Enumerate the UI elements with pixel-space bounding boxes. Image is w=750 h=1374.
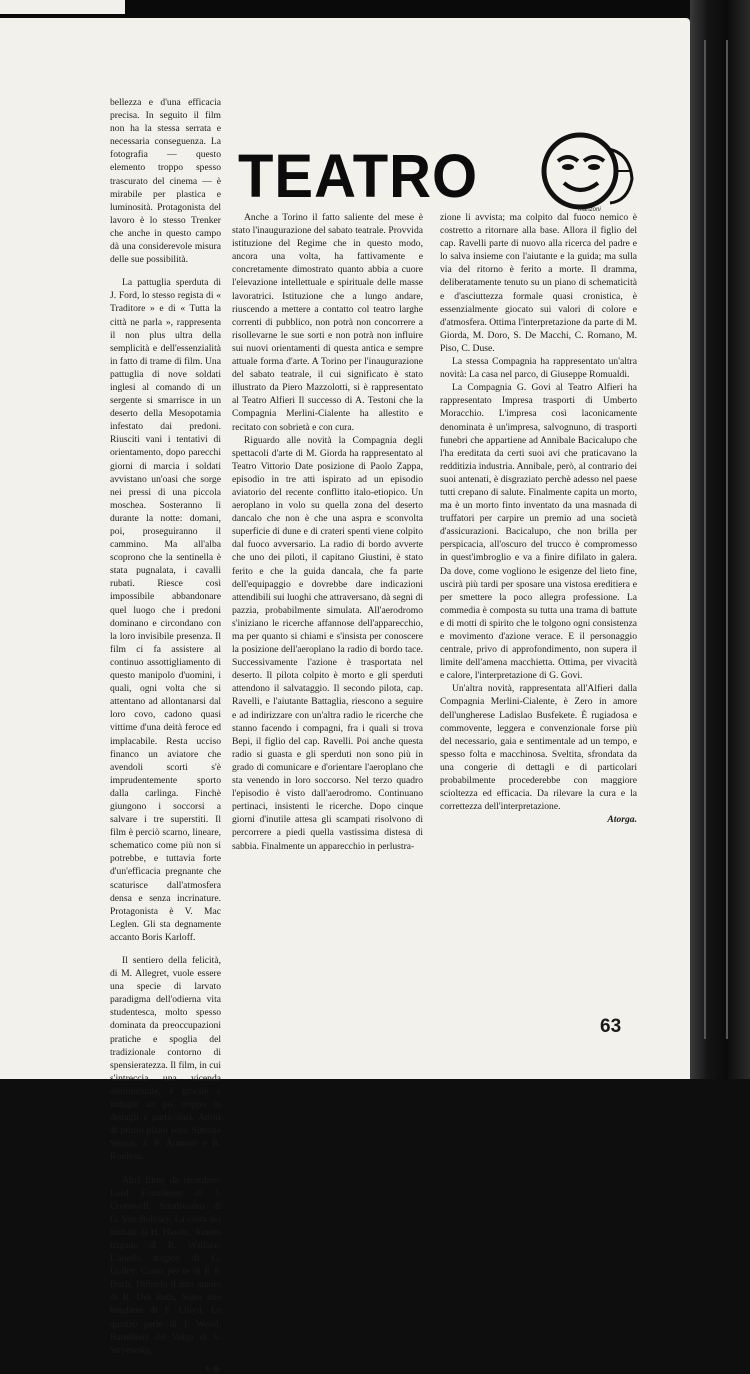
signature: s. g. (205, 1361, 221, 1373)
left-column (110, 96, 221, 1374)
magazine-page (0, 18, 690, 1373)
paragraph: Un'altra novità, rappresentata all'Alfieri dalla Compagnia Merlini-Cialente, è Zero in amore dell'ungherese Ladislao Busfekete. È rugiadosa e commovente, leggera e convenzionale forse più del necessario, gaia e sentimentale ad un tempo, e spesso folta e macchinosa. Sveltita, sfrondata da una congerie di dettagli e di particolari probabilmente procederebbe con maggiore scioltezza ed efficacia. Da rilevare la cura e la correttezza dell'interpretazione. (440, 683, 637, 813)
right-column (440, 211, 637, 826)
page-number: 63 (600, 1016, 622, 1037)
signature: Atorga. (607, 814, 637, 826)
paragraph: La Compagnia G. Govi al Teatro Alfieri ha rappresentato Impresa trasporti di Umberto Moracchio. L'impresa così laconicamente denominata è un'impresa, salvognuno, di trasporti funebri che appartiene ad Annibale Bacicalupo che l'ha ereditata da certi suoi avi che praticavano la redditizia industria. Annibale, però, al contrario dei suoi antenati, è disgraziato perchè adesso nel paese tutti crepano di salute. Finalmente capita un morto, ma è un morto finto inventato da una masnada di truffatori per carpire un premio ad una società d'assicurazioni. Bacicalupo, che non brilla per perspicacia, all'oscuro del trucco è compromesso in quest'imbroglio e va a finire difilato in galera. Da dove, come vogliono le esigenze del lieto fine, uscirà più tardi per sposare una vistosa ereditiera e per smettere la poco allegra professione. La commedia è composta su tutta una trama di battute e di motti di spirito che le tolgono ogni consistenza e movimento d'azione verace. E il personaggio centrale, privo di approfondimento, non supera il limite dell'amena macchietta. Ottima, per vivacità e calore, l'interpretazione di G. Govi. (440, 382, 637, 682)
illustrator-credit: manzoni (578, 207, 601, 213)
paragraph: La stessa Compagnia ha rappresentato un'altra novità: La casa nel parco, di Giuseppe Romualdi. (440, 356, 637, 381)
spine-line (726, 40, 728, 1039)
book-spine (690, 0, 750, 1079)
theatre-mask-icon (538, 131, 638, 211)
paragraph: Il sentiero della felicità, di M. Allegret, vuole essere una specie di larvato paradigma dell'odierna vita studentesca, molto spesso dominata da preoccupazioni pratiche e spoglia del tradizionale contorno di spensieratezza. Il film, in cui s'intreccia una vicenda sentimentale, è gracile e indugia un po' troppo in dettagli e particolari. Attori di primo piano sono Simone Simon, J. P. Aumont e R. Rouleau. (110, 955, 221, 1163)
paragraph: Riguardo alle novità la Compagnia degli spettacoli d'arte di M. Giorda ha rappresentato al Teatro Vittorio Date posizione di Paolo Zappa, episodio in tre atti ispirato ad un episodio aviatorio del recente conflitto italo-etiopico. Un aeroplano in volo su quella zona del deserto dancalo che non è che una aspra e sconvolta superficie di dune e di crateri spenti viene colpito dal fuoco avversario. La radio di bordo avverte che uno dei piloti, il capitano Giustini, è stato ferito e che la guida dancala, che fa parte dell'equipaggio e dovrebbe dare indicazioni attendibili sui luoghi che attraversano, dà segni di pazzia, probabilmente simulata. All'aerodromo s'iniziano le ricerche affannose dell'apparecchio, ma per quanto si chiami e s'insista per conoscere la posizione dell'aeroplano la radio di bordo tace. Successivamente l'azione è trasportata nel deserto. Il pilota colpito è morto e gli sperduti attendono il salvataggio. Il secondo pilota, cap. Ravelli, e l'aiutante Battaglia, riescono a seguire e ad indirizzare con un'altra radio le ricerche che stanno facendo i compagni, fra i quali si trova Bepi, il figlio del cap. Ravelli. Poi anche questa radio si guasta e gli sperduti non sono più in grado di comunicare e d'orientare l'aeroplano che sta venendo in loro soccorso. Nel terzo quadro l'episodio è visto dall'aerodromo. Continuano pertinaci, insistenti le ricerche. Dopo cinque giorni d'inutile attesa gli scampati risolvono di percorrere a piedi quella vastissima distesa di sabbia. Finalmente un apparecchio in perlustra- (232, 434, 423, 852)
paragraph: La pattuglia sperduta di J. Ford, lo stesso regista di « Traditore » e di « Tutta la città ne parla », rappresenta il non plus ultra della semplicità e dell'essenzialità in fatto di trame di film. Una pattuglia di nove soldati inglesi al comando di un sergente si smarrisce in un deserto della Mesopotamia infestato dai predoni. Riusciti vani i tentativi di orientamento, dopo parecchi giorni di marcia i soldati avvistano un'oasi che sorge nei pressi di una piccola moschea. Sosteranno lì durante la notte: domani, poi, proseguiranno il cammino. Ma all'alba scoprono che la sentinella è stata pugnalata, i cavalli rubati. Riesce così impossibile abbandonare quel luogo che i predoni dominano e circondano con la loro invisibile presenza. Il film ci fa assistere al continuo assottigliamento di questo manipolo d'uomini, i quali, ogni volta che si attentano ad allontanarsi dal loro covo, cadono quasi vittime d'una deità feroce ed implacabile. Resta ucciso financo un aviatore che avendoli scorti s'è imprudentemente sporto dalla carlinga. Finchè giungono i soccorsi a salvare i tre superstiti. Il film è perciò scarno, lineare, schematico come più non si potrebbe, e tuttavia forte d'un'efficacia pregnante che scaturisce dall'atmosfera densa e senza incrinature. Protagonista è V. Mac Leglen. Gli sta degnamente accanto Boris Karloff. (110, 277, 221, 943)
paragraph: Altri films da ricordare: Lord Fountleroy di J. Cromwell, Stradivarius di G. Von Bolvary, La costa dei barbari di H. Hawhs, Amore tzigano di R. Wallace, L'anello tragico di G. Ucilcy, Canto per te di F. P. Buch, Difendo il mio amore di R. Del Ruth, Sotto due bandiere di F. Lloyd, Le quattro perle di J. Wood, Battellieri del Volga di V. Stryewsky. (110, 1174, 221, 1356)
paragraph: zione li avvista; ma colpito dal fuoco nemico è costretto a ritornare alla base. Allora il figlio del cap. Ravelli parte di nuovo alla ricerca del padre e lo salva insieme con l'aiutante e la guida; ma sulla via del ritorno è ferito a morte. Il dramma, deliberatamente tenuto su un piano di schematicità e d'asciuttezza formale quasi cronistica, è essenzialmente giocato sui valori di colore e d'atmosfera. Ottima l'interpretazione da parte di M. Giorda, M. Doro, S. De Macchi, C. Romano, M. Piso, C. Duse. (440, 212, 637, 354)
section-title: TEATRO (238, 142, 479, 211)
section-header (238, 131, 648, 213)
previous-page-strip (0, 0, 125, 14)
paragraph: bellezza e d'una efficacia precisa. In seguito il film non ha la stessa serrata e necessaria conseguenza. La fotografia — questo elemento troppo spesso trascurato del cinema — è mirabile per plastica e luminosità. Protagonista del lavoro è lo stesso Trenker che anche in questo campo dà una considerevole misura delle sue possibilità. (110, 97, 221, 266)
spine-line (704, 40, 706, 1039)
paragraph: Anche a Torino il fatto saliente del mese è stato l'inaugurazione del sabato teatrale. Provvida istituzione del Regime che in questo modo, ancora una volta, ha fattivamente e concretamente dimostrato quanto abbia a cuore l'elevazione intellettuale e spirituale delle masse lavoratrici. Istituzione che a lungo andare, riuscendo a mettere a contatto col teatro larghe correnti di pubblico, non potrà non concorrere a risollevarne le sue sorti e non potrà non influire sui nuovi orientamenti di questa antica e sempre attuale forma d'arte. A Torino per l'inaugurazione del sabato teatrale, il cui significato è stato illustrato da Piero Mazzolotti, si è rappresentato al Teatro Alfieri Il successo di A. Testoni che la Compagnia Merlini-Cialente ha allestito e recitato con sobrietà e con cura. (232, 212, 423, 433)
middle-column (232, 211, 423, 853)
